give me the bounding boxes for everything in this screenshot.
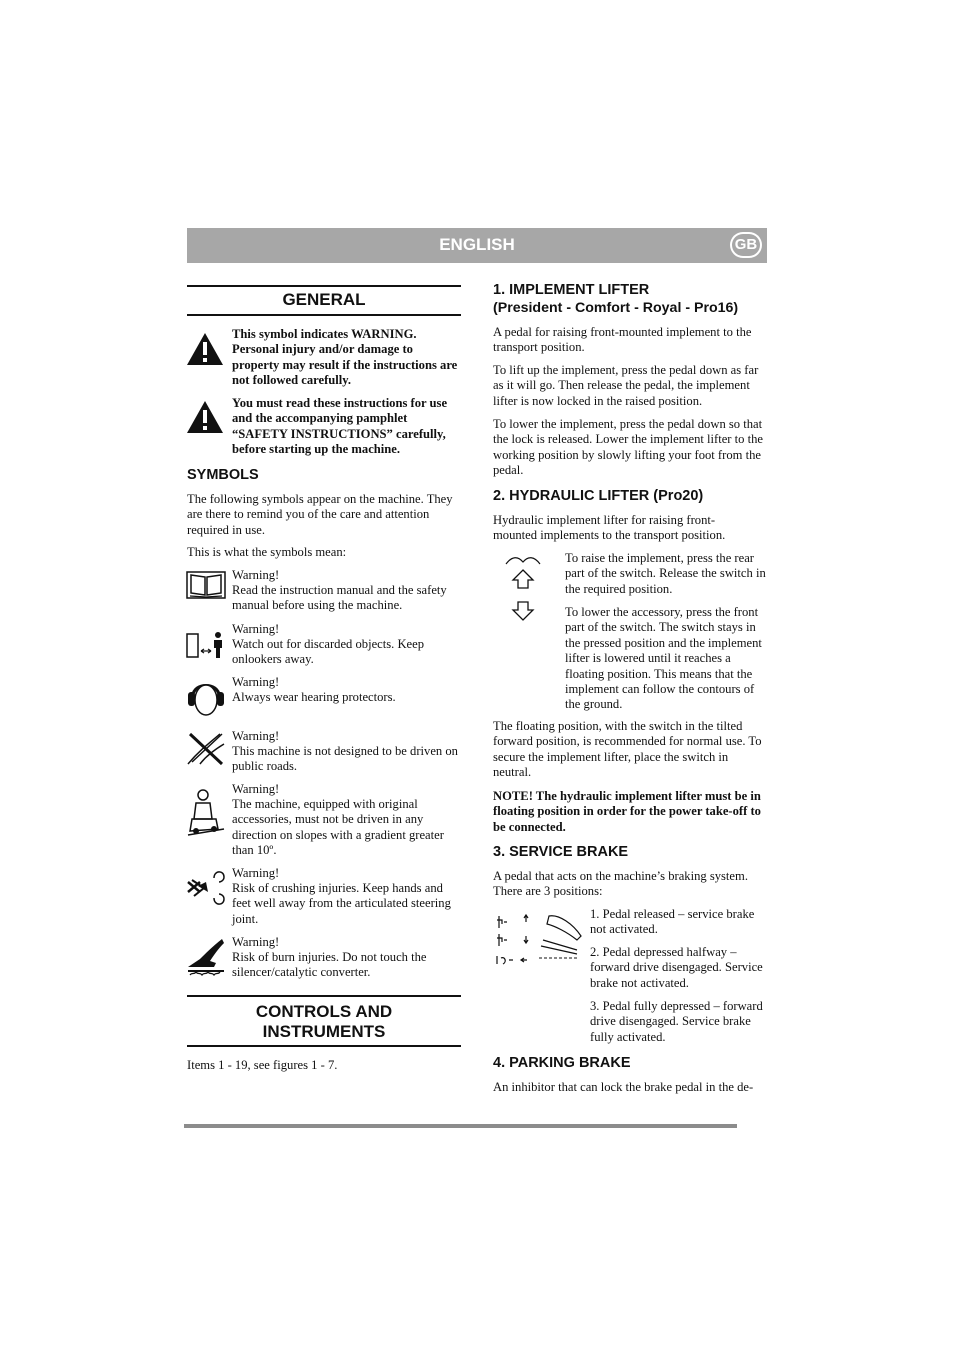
brake-position: 3. Pedal fully depressed – forward drive disengaged. Service brake fully activated. [590,999,763,1044]
paragraph: Hydraulic implement lifter for raising front-mounted implements to the transport position. [493,513,726,543]
symbol-text: Watch out for discarded objects. Keep onlookers away. [232,637,425,667]
section-title: 1. IMPLEMENT LIFTER [493,282,650,298]
slope-icon [186,787,226,837]
manual-book-icon [186,571,226,599]
note: NOTE! The hydraulic implement lifter must be in floating position in order for the power take-off to be connected. [493,789,761,834]
paragraph: To lift up the implement, press the pedal down as far as it will go. Then release the pedal, the implement lifter is now locked in the raised position. [493,363,759,408]
symbol-text: Always wear hearing protectors. [232,690,396,704]
articulated-joint-icon [186,868,228,908]
symbol-text: Risk of crushing injuries. Keep hands and feet well away from the articulated steering joint. [232,881,451,926]
divider [187,1045,461,1047]
items-note: Items 1 - 19, see figures 1 - 7. [187,1058,338,1072]
language-banner [187,228,767,263]
section-title: 3. SERVICE BRAKE [493,844,629,860]
section-title: 2. HYDRAULIC LIFTER (Pro20) [493,488,704,504]
general-heading: GENERAL [282,290,366,309]
divider [187,285,461,287]
symbol-text: Read the instruction manual and the safety manual before using the machine. [232,583,447,613]
warning-text: You must read these instructions for use and the accompanying pamphlet “SAFETY INSTRUCTIONS” carefully, before starting up the machine. [232,396,448,457]
paragraph: To lower the accessory, press the front part of the switch. The switch stays in the pressed position and the implement lifter is lowered until it reaches a floating position. This means that the implement can follow the contours of the ground. [565,605,762,712]
footer-rule [184,1124,737,1128]
symbols-intro: The following symbols appear on the machine. They are there to remind you of the care and attention required in use. [187,492,453,537]
symbol-label: Warning! [232,622,280,636]
warning-triangle-icon [186,332,224,366]
symbol-label: Warning! [232,568,280,582]
brake-position: 2. Pedal depressed halfway – forward drive disengaged. Service brake not activated. [590,945,763,990]
language-badge [730,232,762,258]
paragraph: A pedal for raising front-mounted implement to the transport position. [493,325,752,355]
controls-heading-line2: INSTRUMENTS [262,1022,386,1041]
paragraph: To lower the implement, press the pedal down so that the lock is released. Lower the implement lifter to the working position by slowly lifting your foot from the pedal. [493,417,763,478]
symbols-mean: This is what the symbols mean: [187,545,347,559]
thrown-objects-icon [186,631,226,659]
symbol-label: Warning! [232,782,280,796]
brake-position: 1. Pedal released – service brake not activated. [590,907,755,937]
section-title: 4. PARKING BRAKE [493,1055,631,1071]
symbol-text: This machine is not designed to be driven on public roads. [232,744,458,774]
controls-heading-line1: CONTROLS AND [255,1002,393,1021]
symbol-label: Warning! [232,866,280,880]
language-title: ENGLISH [439,235,515,254]
no-public-roads-icon [186,730,226,766]
symbols-heading: SYMBOLS [187,467,259,483]
divider [187,314,461,316]
hearing-protection-icon [186,676,226,718]
symbol-label: Warning! [232,935,280,949]
hot-surface-icon [186,937,226,977]
language-badge-label: GB [732,234,760,256]
divider [187,995,461,997]
symbol-text: The machine, equipped with original accessories, must not be driven in any direction on slopes with a gradient greater than 10º. [232,797,444,858]
paragraph: An inhibitor that can lock the brake pedal in the de- [493,1080,754,1094]
brake-pedal-icon [493,910,583,968]
section-title: (President - Comfort - Royal - Pro16) [493,300,739,316]
paragraph: To raise the implement, press the rear part of the switch. Release the switch in the required position. [565,551,766,596]
paragraph: The floating position, with the switch in the tilted forward position, is recommended for normal use. To secure the implement lifter, place the switch in neutral. [493,719,762,780]
paragraph: A pedal that acts on the machine’s braking system. There are 3 positions: [493,869,748,899]
symbol-label: Warning! [232,729,280,743]
symbol-label: Warning! [232,675,280,689]
symbol-text: Risk of burn injuries. Do not touch the silencer/catalytic converter. [232,950,427,980]
warning-triangle-icon [186,400,224,434]
hydraulic-switch-icon [504,556,542,628]
warning-text: This symbol indicates WARNING. Personal injury and/or damage to property may result if the instructions are not followed carefully. [232,327,458,388]
